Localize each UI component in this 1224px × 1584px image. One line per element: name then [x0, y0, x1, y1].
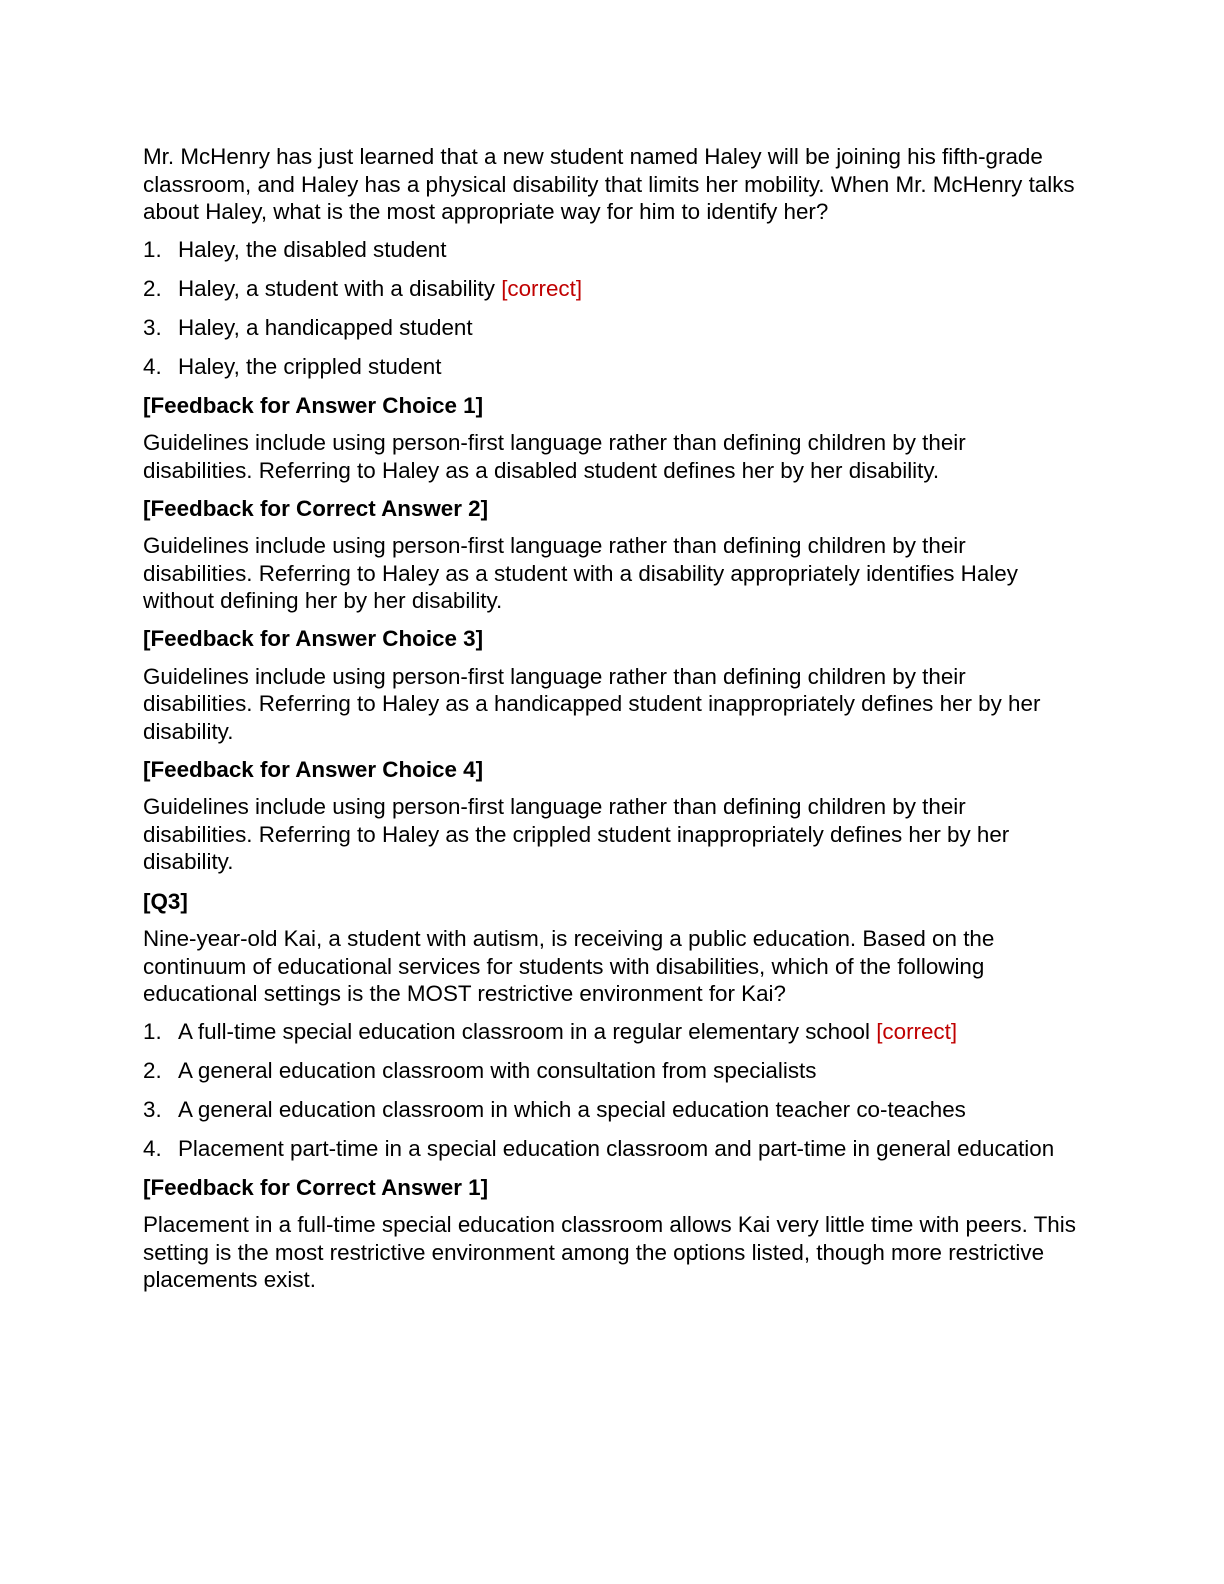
choice-text: A general education classroom with consultation from specialists [178, 1057, 817, 1083]
feedback-text: Guidelines include using person-first language rather than defining children by their disabilities. Referring to Haley as a student with a disability appropriately identifies Haley without defining her by her disability. [143, 533, 1018, 613]
choice-text: Haley, a handicapped student [178, 314, 473, 340]
feedback-heading: [Feedback for Answer Choice 4] [143, 756, 484, 782]
choice-text: Haley, a student with a disability [178, 275, 495, 301]
question-stem: Nine-year-old Kai, a student with autism, is receiving a public education. Based on the continuum of educational services for students with disabilities, which of the following educational settings is the MOST restrictive environment for Kai? [143, 926, 995, 1006]
choice-number: 3. [143, 314, 162, 340]
choice-text: Haley, the crippled student [178, 353, 442, 379]
answer-choice [143, 1018, 1078, 1046]
choice-text: A general education classroom in which a special education teacher co-teaches [178, 1096, 966, 1122]
feedback-text: Guidelines include using person-first language rather than defining children by their disabilities. Referring to Haley as a disabled student defines her by her disability. [143, 430, 966, 483]
answer-choices-list [143, 236, 1078, 381]
correct-tag: [correct] [501, 275, 583, 301]
answer-choice [143, 236, 1078, 264]
choice-text: Haley, the disabled student [178, 236, 447, 262]
choice-number: 1. [143, 1018, 162, 1044]
choice-number: 4. [143, 1135, 162, 1161]
question-label: [Q3] [143, 888, 188, 914]
answer-choice [143, 1135, 1078, 1163]
answer-choice [143, 275, 1078, 303]
answer-choices-list [143, 1018, 1078, 1163]
feedback-text: Placement in a full-time special education classroom allows Kai very little time with peers. This setting is the most restrictive environment among the options listed, though more restrictive placements exist. [143, 1212, 1076, 1292]
feedback-text: Guidelines include using person-first language rather than defining children by their disabilities. Referring to Haley as the crippled student inappropriately defines her by her disability. [143, 794, 1010, 874]
feedback-heading: [Feedback for Answer Choice 1] [143, 392, 484, 418]
choice-number: 1. [143, 236, 162, 262]
document-page [143, 143, 1078, 1304]
feedback-text: Guidelines include using person-first language rather than defining children by their disabilities. Referring to Haley as a handicapped student inappropriately defines her by her disability. [143, 663, 1041, 744]
choice-text: A full-time special education classroom in a regular elementary school [178, 1018, 870, 1044]
correct-tag: [correct] [876, 1018, 958, 1044]
choice-number: 2. [143, 1057, 162, 1083]
feedback-heading: [Feedback for Correct Answer 1] [143, 1174, 489, 1200]
choice-number: 2. [143, 275, 162, 301]
feedback-heading: [Feedback for Correct Answer 2] [143, 495, 489, 521]
answer-choice [143, 1057, 1078, 1085]
answer-choice [143, 353, 1078, 381]
answer-choice [143, 1096, 1078, 1124]
question-stem: Mr. McHenry has just learned that a new student named Haley will be joining his fifth-grade classroom, and Haley has a physical disability that limits her mobility. When Mr. McHenry talks about Haley, what is the most appropriate way for him to identify her? [143, 144, 1075, 224]
choice-number: 4. [143, 353, 162, 379]
feedback-heading: [Feedback for Answer Choice 3] [143, 626, 484, 651]
choice-text: Placement part-time in a special education classroom and part-time in general education [178, 1135, 1055, 1161]
choice-number: 3. [143, 1096, 162, 1122]
answer-choice [143, 314, 1078, 342]
